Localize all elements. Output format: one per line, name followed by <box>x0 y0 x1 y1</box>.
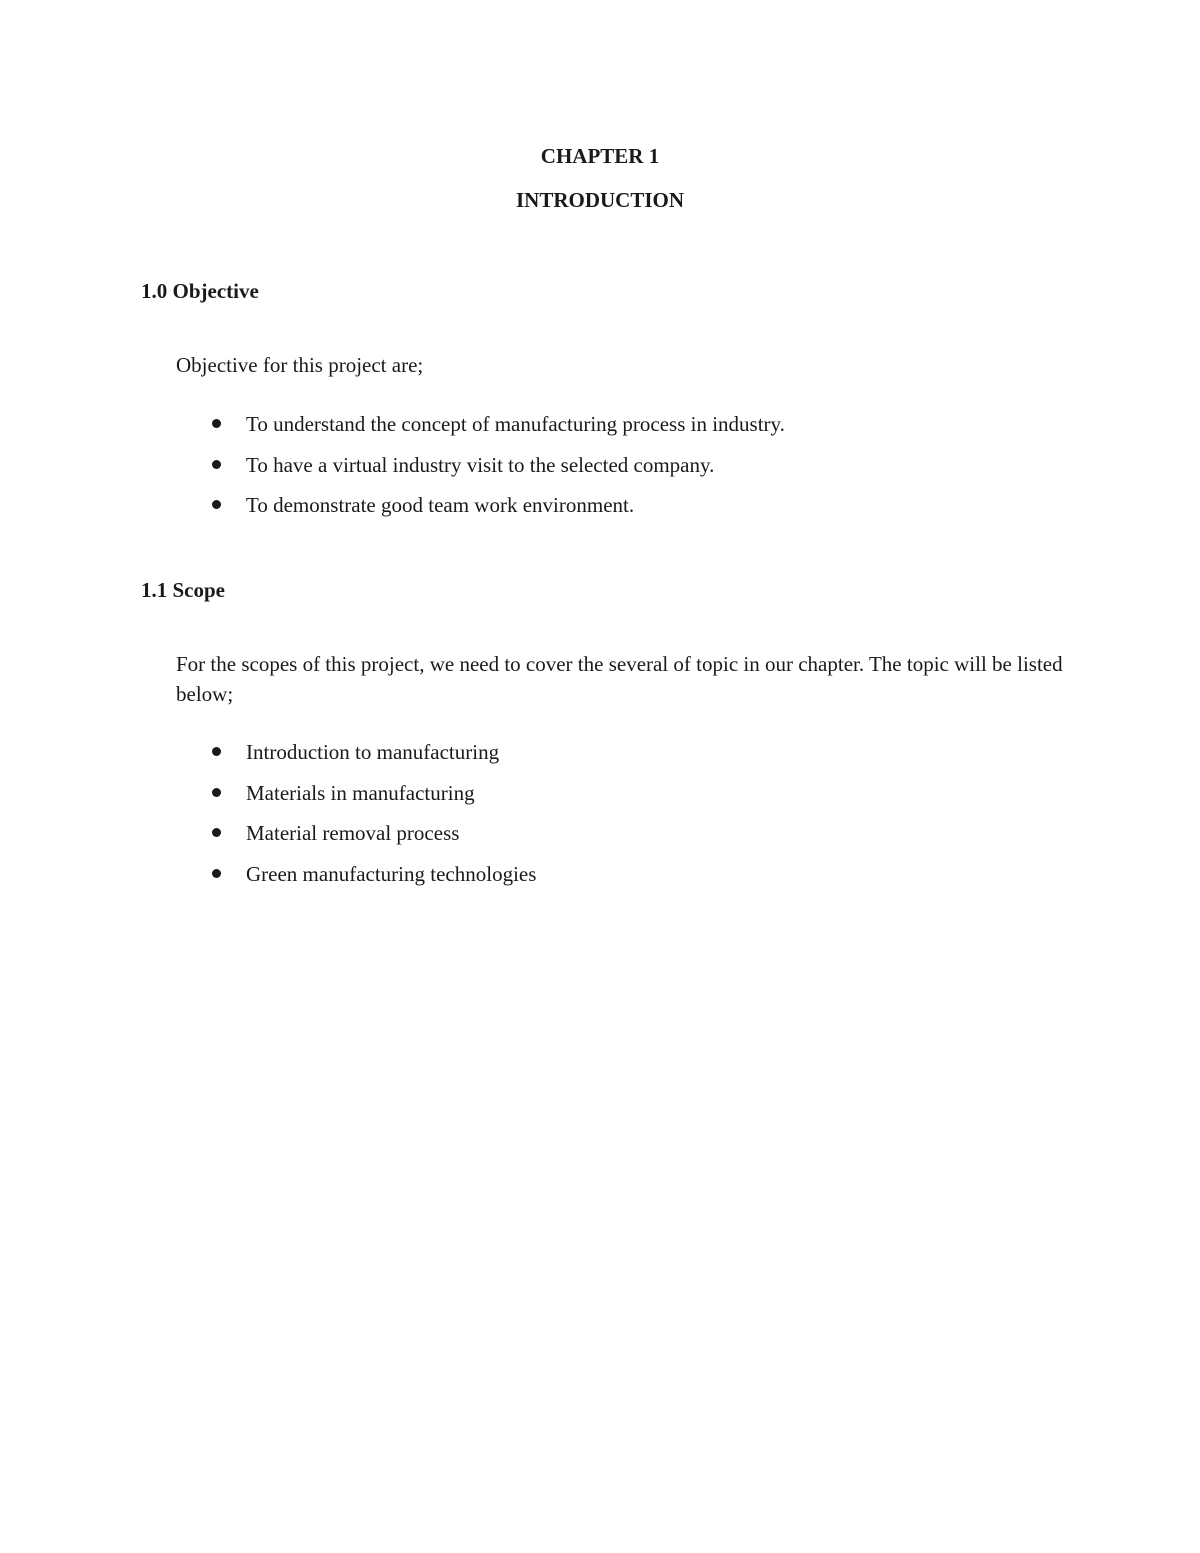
bullet-icon <box>212 460 221 469</box>
bullet-icon <box>212 828 221 837</box>
bullet-icon <box>212 869 221 878</box>
chapter-number: CHAPTER 1 <box>540 144 660 168</box>
list-item <box>176 859 536 900</box>
bullet-icon <box>212 500 221 509</box>
list-item <box>176 409 785 450</box>
scope-list <box>176 737 536 899</box>
list-item-text: Material removal process <box>246 821 460 845</box>
list-item-text: Materials in manufacturing <box>246 780 475 805</box>
objective-list <box>176 409 785 531</box>
list-item <box>176 737 536 778</box>
objective-heading: 1.0 Objective <box>141 279 259 303</box>
list-item <box>176 818 536 859</box>
bullet-icon <box>212 788 221 797</box>
bullet-icon <box>212 747 221 756</box>
list-item <box>176 778 536 819</box>
list-item-text: Introduction to manufacturing <box>246 740 500 764</box>
list-item <box>176 490 785 531</box>
bullet-icon <box>212 419 221 428</box>
list-item <box>176 450 785 491</box>
scope-heading: 1.1 Scope <box>141 578 225 602</box>
list-item-text: To understand the concept of manufacturing process in industry. <box>246 412 785 436</box>
list-item-text: To demonstrate good team work environment. <box>246 493 635 517</box>
list-item-text: To have a virtual industry visit to the selected company. <box>246 452 715 477</box>
list-item-text: Green manufacturing technologies <box>246 861 537 886</box>
objective-intro: Objective for this project are; <box>176 353 424 377</box>
scope-intro: For the scopes of this project, we need to cover the several of topic in our chapter. The topic will be listed below; <box>176 652 1063 706</box>
chapter-title: INTRODUCTION <box>515 188 685 212</box>
